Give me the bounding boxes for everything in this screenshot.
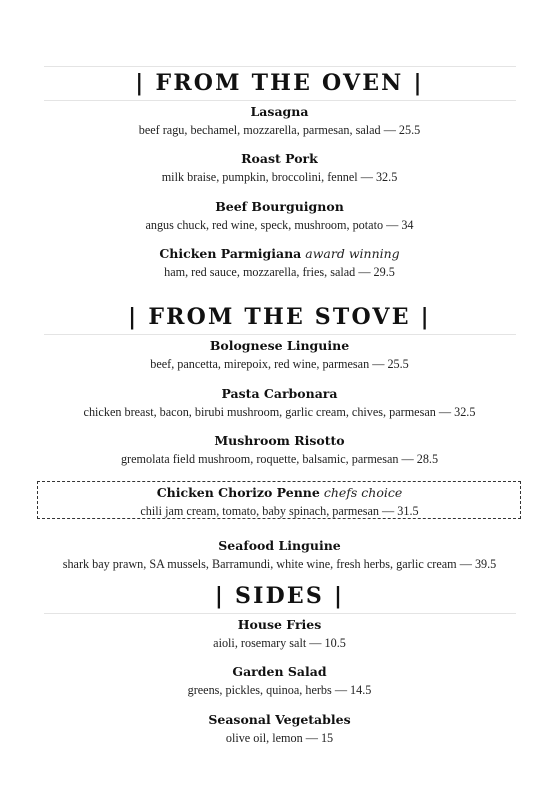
item-name: Roast Pork <box>241 151 318 166</box>
menu-item <box>0 104 559 138</box>
menu-item <box>0 664 559 698</box>
menu-item <box>0 712 559 746</box>
section-title-sides <box>0 583 559 609</box>
item-description: greens, pickles, quinoa, herbs — 14.5 <box>187 683 372 697</box>
section-title-oven <box>0 70 559 96</box>
menu-item <box>0 386 559 420</box>
item-name: Bolognese Linguine <box>209 338 350 353</box>
title-bar-left: | <box>214 583 226 609</box>
section-title-text: SIDES <box>235 583 324 609</box>
item-description: milk braise, pumpkin, broccolini, fennel — 32.5 <box>161 170 398 184</box>
item-description: aioli, rosemary salt — 10.5 <box>213 636 346 650</box>
item-name: Seasonal Vegetables <box>208 712 351 727</box>
title-bar-right: | <box>413 70 424 96</box>
item-description: beef, pancetta, mirepoix, red wine, parmesan — 25.5 <box>150 357 409 371</box>
title-bar-right: | <box>333 583 345 609</box>
item-name: House Fries <box>237 617 322 632</box>
item-description: chili jam cream, tomato, baby spinach, parmesan — 31.5 <box>140 504 419 518</box>
divider-line <box>44 613 516 614</box>
item-name: Pasta Carbonara <box>221 386 338 401</box>
item-name: Mushroom Risotto <box>214 433 345 448</box>
section-title-stove <box>0 304 559 330</box>
section-title-text: FROM THE OVEN <box>155 70 404 96</box>
item-description: beef ragu, bechamel, mozzarella, parmesan, salad — 25.5 <box>138 123 421 137</box>
item-name: Garden Salad <box>232 664 327 679</box>
menu-item <box>0 151 559 185</box>
item-description: gremolata field mushroom, roquette, balsamic, parmesan — 28.5 <box>120 452 439 466</box>
item-note: chefs choice <box>323 485 403 500</box>
menu-item <box>0 246 559 280</box>
item-name: Beef Bourguignon <box>215 199 344 214</box>
divider-line <box>44 66 516 67</box>
title-bar-right: | <box>420 304 431 330</box>
item-description: angus chuck, red wine, speck, mushroom, potato — 34 <box>145 218 414 232</box>
menu-item <box>0 199 559 233</box>
menu-item <box>0 433 559 467</box>
section-title-text: FROM THE STOVE <box>148 304 411 330</box>
item-name: Chicken Parmigiana <box>159 246 302 261</box>
item-description: ham, red sauce, mozzarella, fries, salad — 29.5 <box>164 265 395 279</box>
item-name: Lasagna <box>250 104 309 119</box>
menu-item-featured <box>0 485 559 519</box>
menu-item <box>0 538 559 572</box>
item-name: Seafood Linguine <box>218 538 341 553</box>
divider-line <box>44 100 516 101</box>
item-description: chicken breast, bacon, birubi mushroom, garlic cream, chives, parmesan — 32.5 <box>83 405 476 419</box>
divider-line <box>44 334 516 335</box>
item-description: olive oil, lemon — 15 <box>225 731 334 745</box>
menu-item <box>0 617 559 651</box>
item-note: award winning <box>305 246 400 261</box>
title-bar-left: | <box>135 70 146 96</box>
title-bar-left: | <box>128 304 139 330</box>
menu-item <box>0 338 559 372</box>
item-description: shark bay prawn, SA mussels, Barramundi, white wine, fresh herbs, garlic cream — 39.5 <box>62 557 497 571</box>
item-name: Chicken Chorizo Penne <box>156 485 320 500</box>
